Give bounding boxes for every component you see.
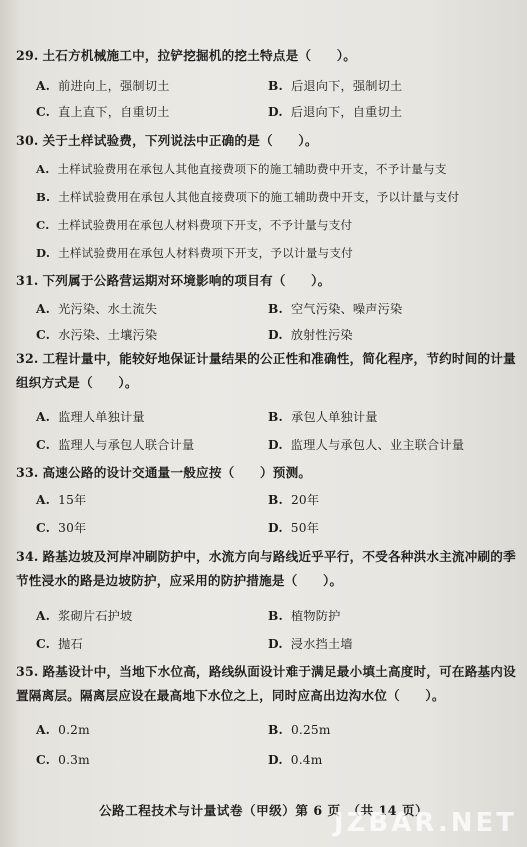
option-d: D. 50年 xyxy=(268,521,320,535)
page-footer: 公路工程技术与计量试卷（甲级）第 6 页 （共 14 页） xyxy=(98,803,429,818)
option-d: D. 土样试验费用在承包人材料费项下开支，予以计量与支付 xyxy=(36,246,353,260)
question-number: 35. xyxy=(16,664,39,679)
option-c: C. 直上直下，自重切土 xyxy=(36,105,170,119)
option-a: A. 土样试验费用在承包人其他直接费项下的施工辅助费中开支，不予计量与支 xyxy=(36,162,447,176)
option-b: B. 20年 xyxy=(268,493,320,507)
option-d: D. 0.4m xyxy=(268,753,323,767)
option-d: D. 监理人与承包人、业主联合计量 xyxy=(268,438,465,452)
option-c: C. 0.3m xyxy=(36,753,90,767)
option-c: C. 水污染、土壤污染 xyxy=(36,328,158,342)
option-b: B. 0.25m xyxy=(268,723,331,737)
question-text: 工程计量中，能较好地保证计量结果的公正性和准确性，简化程序，节约时间的计量组织方式是（ ）。 xyxy=(16,351,516,390)
option-b: B. 承包人单独计量 xyxy=(268,410,378,424)
option-a: A. 0.2m xyxy=(36,723,90,737)
option-b: B. 土样试验费用在承包人其他直接费项下的施工辅助费中开支，予以计量与支付 xyxy=(36,190,460,204)
option-b: B. 空气污染、噪声污染 xyxy=(268,302,403,316)
question-number: 31. xyxy=(16,273,39,288)
option-c: C. 30年 xyxy=(36,521,87,535)
watermark: JZBAR.NET xyxy=(333,808,517,838)
option-a: A. 前进向上，强制切土 xyxy=(36,79,170,93)
question-31 xyxy=(16,272,516,289)
question-number: 30. xyxy=(16,133,39,148)
option-d: D. 后退向下，自重切土 xyxy=(268,105,403,119)
question-number: 32. xyxy=(16,351,39,366)
option-b: B. 后退向下，强制切土 xyxy=(268,79,403,93)
question-33 xyxy=(16,464,516,481)
question-34 xyxy=(16,545,516,593)
option-c: C. 监理人与承包人联合计量 xyxy=(36,438,195,452)
question-30 xyxy=(16,132,516,149)
option-a: A. 15年 xyxy=(36,493,87,507)
option-b: B. 植物防护 xyxy=(268,609,341,623)
question-32 xyxy=(16,347,516,395)
option-c: C. 抛石 xyxy=(36,637,83,651)
option-d: D. 放射性污染 xyxy=(268,328,353,342)
question-text: 高速公路的设计交通量一般应按（ ）预测。 xyxy=(42,465,312,480)
question-text: 路基边坡及河岸冲刷防护中，水流方向与路线近乎平行，不受各种洪水主流冲刷的季节性浸水的路是边坡防护，应采用的防护措施是（ ）。 xyxy=(16,549,516,588)
question-number: 29. xyxy=(16,48,39,63)
question-35 xyxy=(16,660,516,708)
option-a: A. 浆砌片石护坡 xyxy=(36,609,133,623)
question-number: 33. xyxy=(16,465,39,480)
question-text: 土石方机械施工中，拉铲挖掘机的挖土特点是（ ）。 xyxy=(42,48,357,63)
option-a: A. 监理人单独计量 xyxy=(36,410,145,424)
question-29 xyxy=(16,47,516,64)
question-text: 下列属于公路营运期对环境影响的项目有（ ）。 xyxy=(42,273,331,288)
question-text: 关于土样试验费，下列说法中正确的是（ ）。 xyxy=(42,133,318,148)
option-c: C. 土样试验费用在承包人材料费项下开支，不予计量与支付 xyxy=(36,218,353,232)
option-a: A. 光污染、水土流失 xyxy=(36,302,158,316)
question-number: 34. xyxy=(16,549,39,564)
question-text: 路基设计中，当地下水位高，路线纵面设计难于满足最小填土高度时，可在路基内设置隔离层。隔离层应设在最高地下水位之上，同时应高出边沟水位（ ）。 xyxy=(16,664,516,703)
option-d: D. 浸水挡土墙 xyxy=(268,637,353,651)
